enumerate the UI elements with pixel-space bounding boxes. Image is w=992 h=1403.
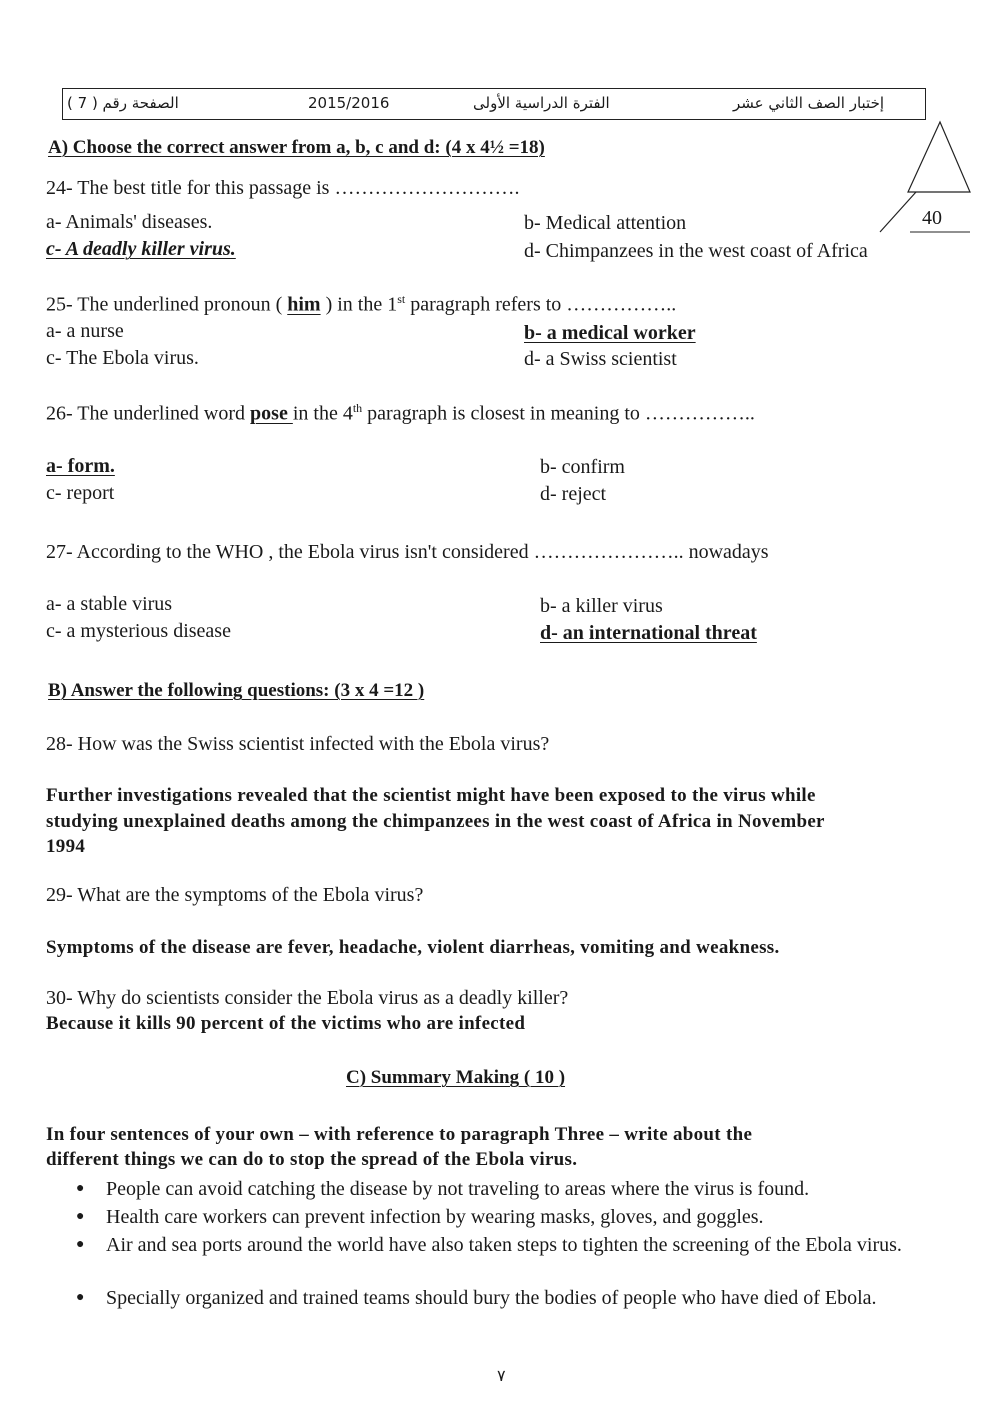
answer-28-line-1: Further investigations revealed that the scientist might have been exposed to the virus while <box>46 785 816 806</box>
question-27-stem: 27- According to the WHO , the Ebola virus isn't considered ………………….. nowadays <box>46 541 769 563</box>
q26-stem-sup: th <box>352 401 363 415</box>
q25-stem-sup: st <box>397 292 406 306</box>
q25-stem-pre: 25- The underlined pronoun ( <box>46 293 288 316</box>
q26-stem-mid: in the 4 <box>292 402 353 425</box>
question-25-stem <box>46 292 676 317</box>
answer-30: Because it kills 90 percent of the victims who are infected <box>46 1013 526 1034</box>
q27-option-d-correct: d- an international threat <box>540 622 757 644</box>
question-29: 29- What are the symptoms of the Ebola virus? <box>46 884 424 906</box>
q26-option-c: c- report <box>46 482 115 504</box>
exam-title: إختبار الصف الثاني عشر <box>733 94 885 112</box>
question-26-stem <box>46 401 755 426</box>
answer-28-line-2: studying unexplained deaths among the chimpanzees in the west coast of Africa in November <box>46 811 825 832</box>
q25-option-d: d- a Swiss scientist <box>524 348 677 370</box>
q26-option-d: d- reject <box>540 483 607 505</box>
q26-stem-post: paragraph is closest in meaning to …………….. <box>362 402 755 425</box>
page-number-label: الصفحة رقم ( 7 ) <box>67 94 179 112</box>
section-b-title: B) Answer the following questions: (3 x 4 =12 ) <box>48 680 425 701</box>
q25-option-b-correct: b- a medical worker <box>524 322 696 344</box>
answer-29: Symptoms of the disease are fever, headache, violent diarrheas, vomiting and weakness. <box>46 937 780 958</box>
q24-option-b: b- Medical attention <box>524 212 687 234</box>
summary-bullet-4: Specially organized and trained teams should bury the bodies of people who have died of Ebola. <box>106 1287 877 1309</box>
summary-bullet-2: Health care workers can prevent infection by wearing masks, gloves, and goggles. <box>106 1206 764 1228</box>
section-c-title: C) Summary Making ( 10 ) <box>346 1067 566 1088</box>
exam-header <box>62 88 926 120</box>
section-a-title: A) Choose the correct answer from a, b, c and d: (4 x 4½ =18) <box>48 137 545 158</box>
q26-option-a-correct: a- form. <box>46 455 115 477</box>
q25-option-a: a- a nurse <box>46 320 124 342</box>
question-30: 30- Why do scientists consider the Ebola virus as a deadly killer? <box>46 987 569 1009</box>
q24-option-c-correct: c- A deadly killer virus. <box>46 238 236 260</box>
q26-underlined-word: pose <box>250 402 293 425</box>
q27-option-b: b- a killer virus <box>540 595 663 617</box>
q27-option-c: c- a mysterious disease <box>46 620 231 642</box>
q25-underlined-pronoun: him <box>287 293 321 316</box>
question-24-stem: 24- The best title for this passage is ………………………. <box>46 177 520 199</box>
summary-instruction-line-2: different things we can do to stop the spread of the Ebola virus. <box>46 1149 578 1170</box>
academic-year: 2015/2016 <box>308 94 390 112</box>
q25-option-c: c- The Ebola virus. <box>46 347 199 369</box>
summary-bullet-3: Air and sea ports around the world have also taken steps to tighten the screening of the Ebola virus. <box>106 1234 902 1256</box>
footer-page-number: ٧ <box>497 1368 506 1385</box>
bullet-icon: ● <box>76 1237 85 1252</box>
summary-bullet-1: People can avoid catching the disease by not traveling to areas where the virus is found. <box>106 1178 810 1200</box>
q25-stem-mid: ) in the 1 <box>320 293 398 316</box>
q27-option-a: a- a stable virus <box>46 593 173 615</box>
bullet-icon: ● <box>76 1290 85 1305</box>
score-value: 40 <box>922 207 942 229</box>
q24-option-a: a- Animals' diseases. <box>46 211 213 233</box>
bullet-icon: ● <box>76 1181 85 1196</box>
q26-option-b: b- confirm <box>540 456 625 478</box>
question-28: 28- How was the Swiss scientist infected with the Ebola virus? <box>46 733 550 755</box>
summary-instruction-line-1: In four sentences of your own – with reference to paragraph Three – write about the <box>46 1124 753 1145</box>
q25-stem-post: paragraph refers to …………….. <box>405 293 677 316</box>
bullet-icon: ● <box>76 1209 85 1224</box>
term-label: الفترة الدراسية الأولى <box>473 94 610 112</box>
q26-stem-pre: 26- The underlined word <box>46 402 251 425</box>
q24-option-d: d- Chimpanzees in the west coast of Africa <box>524 240 868 262</box>
answer-28-line-3: 1994 <box>46 836 86 857</box>
